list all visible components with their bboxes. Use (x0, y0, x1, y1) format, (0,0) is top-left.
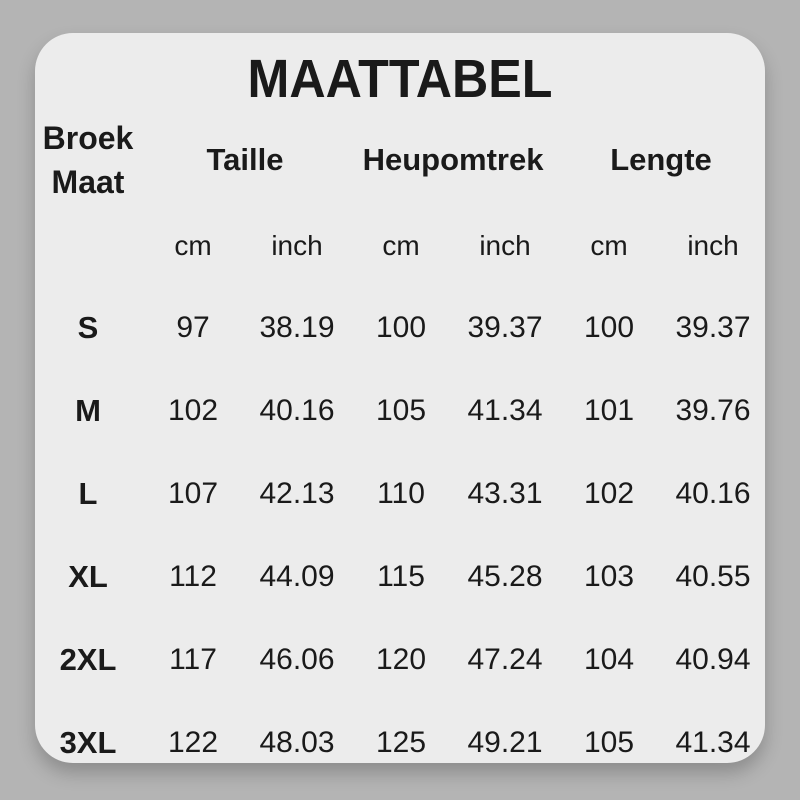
unit-header-row (35, 206, 765, 286)
cell-value: 44.09 (259, 559, 335, 593)
cell-value: 38.19 (259, 310, 335, 344)
unit-header-taille-cm: cm (174, 230, 212, 261)
cell-value: 100 (583, 310, 635, 344)
table-row (35, 452, 765, 535)
cell-value: 103 (583, 559, 635, 593)
table-row (35, 535, 765, 618)
size-label: 2XL (59, 641, 117, 677)
cell-value: 122 (167, 725, 219, 759)
cell-value: 105 (375, 393, 427, 427)
cell-value: 101 (583, 393, 635, 427)
cell-value: 110 (377, 476, 425, 510)
unit-header-heupomtrek-inch: inch (479, 230, 531, 261)
group-header-heupomtrek: Heupomtrek (362, 142, 544, 177)
cell-value: 47.24 (467, 642, 543, 676)
table-row (35, 286, 765, 369)
unit-header-heupomtrek-cm: cm (382, 230, 420, 261)
cell-value: 42.13 (259, 476, 335, 510)
size-column-header (35, 116, 141, 204)
size-column-header-line2: Maat (51, 164, 125, 200)
size-column-header-line1: Broek (42, 120, 134, 156)
cell-value: 40.94 (675, 642, 751, 676)
cell-value: 46.06 (259, 642, 335, 676)
cell-value: 39.37 (675, 310, 751, 344)
unit-header-lengte-inch: inch (687, 230, 739, 261)
cell-value: 120 (375, 642, 427, 676)
group-header-taille: Taille (206, 142, 284, 177)
size-label: M (75, 392, 101, 428)
size-label: L (78, 475, 98, 511)
cell-value: 39.37 (467, 310, 543, 344)
cell-value: 41.34 (467, 393, 543, 427)
table-row (35, 369, 765, 452)
cell-value: 105 (583, 725, 635, 759)
unit-header-lengte-cm: cm (590, 230, 628, 261)
cell-value: 125 (375, 725, 427, 759)
cell-value: 40.16 (259, 393, 335, 427)
table-header-row (35, 114, 765, 206)
cell-value: 102 (583, 476, 635, 510)
table-row (35, 701, 765, 763)
size-label: 3XL (59, 724, 117, 760)
cell-value: 40.55 (675, 559, 751, 593)
cell-value: 45.28 (467, 559, 543, 593)
cell-value: 41.34 (675, 725, 751, 759)
cell-value: 102 (167, 393, 219, 427)
cell-value: 100 (375, 310, 427, 344)
cell-value: 39.76 (675, 393, 751, 427)
cell-value: 115 (377, 559, 425, 593)
cell-value: 48.03 (259, 725, 335, 759)
size-chart-card (35, 33, 765, 763)
size-label: XL (68, 558, 108, 594)
chart-title: MAATTABEL (247, 48, 553, 109)
cell-value: 49.21 (467, 725, 543, 759)
cell-value: 117 (169, 642, 217, 676)
table-row (35, 618, 765, 701)
group-header-lengte: Lengte (610, 142, 712, 177)
cell-value: 112 (169, 559, 217, 593)
cell-value: 40.16 (675, 476, 751, 510)
size-label: S (77, 309, 99, 345)
cell-value: 107 (167, 476, 219, 510)
unit-header-taille-inch: inch (271, 230, 323, 261)
cell-value: 43.31 (467, 476, 543, 510)
cell-value: 97 (176, 310, 210, 344)
cell-value: 104 (583, 642, 635, 676)
